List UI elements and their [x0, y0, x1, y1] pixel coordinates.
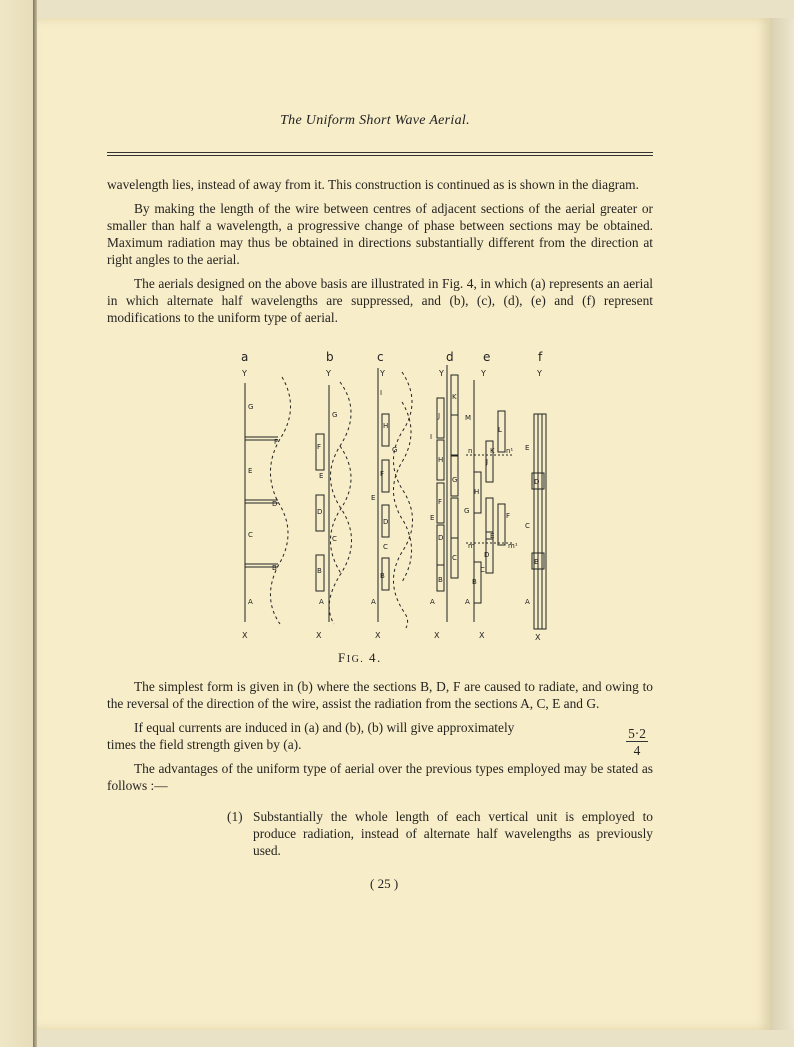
section-label: I — [480, 475, 483, 483]
top-label-a: Y — [242, 369, 247, 378]
section-label: I — [380, 389, 383, 397]
section-label: B — [472, 578, 477, 586]
section-label: A — [248, 598, 253, 606]
section-label: B — [272, 564, 277, 572]
column-label-f: f — [538, 350, 543, 364]
section-label: E — [248, 467, 253, 475]
column-label-a: a — [241, 350, 249, 364]
bottom-label-d: X — [434, 631, 440, 640]
fraction-denominator: 4 — [633, 743, 641, 758]
bottom-label-c: X — [375, 631, 381, 640]
section-label: K — [452, 393, 457, 401]
section-label: n — [468, 447, 473, 455]
section-label: F — [506, 512, 511, 520]
top-label-f: Y — [537, 369, 542, 378]
section-label: F — [438, 498, 443, 506]
paragraph-fig-ref: The aerials designed on the above basis are illustrated in Fig. 4, in which (a) represents an aerial in which alternate half wavelengths are suppressed, and (b), (c), (d), (e) and (f) represent modifications to the uniform type of aerial. — [107, 276, 653, 325]
section-label: m¹ — [508, 542, 518, 550]
section-label: I — [430, 433, 433, 441]
section-label: D — [383, 518, 389, 526]
bottom-label-e: X — [479, 631, 485, 640]
section-label: F — [317, 443, 322, 451]
section-label: D — [272, 500, 278, 508]
section-label: D — [317, 508, 323, 516]
section-label: G — [452, 476, 458, 484]
section-label: J — [438, 412, 441, 420]
top-label-d: Y — [439, 369, 444, 378]
paragraph-currents-cont: times the field strength given by (a). — [107, 737, 302, 752]
bottom-label-a: X — [242, 631, 248, 640]
column-label-c: c — [377, 350, 384, 364]
column-label-e: e — [483, 350, 491, 364]
column-label-b: b — [326, 350, 334, 364]
section-label: G — [248, 403, 254, 411]
section-label: C — [452, 554, 457, 562]
section-label: H — [438, 456, 444, 464]
top-label-b: Y — [326, 369, 331, 378]
running-header: The Uniform Short Wave Aerial. — [280, 113, 470, 128]
figure-caption: FIG. 4. — [338, 650, 382, 665]
section-label: A — [465, 598, 470, 606]
section-label: H — [383, 422, 389, 430]
section-label: E — [319, 472, 324, 480]
section-label: M — [465, 414, 472, 422]
section-label: m — [468, 542, 475, 550]
section-label: C — [480, 566, 485, 574]
page-number: ( 25 ) — [370, 876, 399, 891]
section-label: H — [474, 488, 480, 496]
list-text: Substantially the whole length of each vertical unit is employed to produce radiation, instead of alternate half wavelengths as previously used. — [253, 809, 653, 858]
list-item — [227, 808, 653, 859]
paragraph-simplest-form: The simplest form is given in (b) where the sections B, D, F are caused to radiate, and owing to the reversal of the direction of the wire, assist the radiation from the sections A, C, E and G. — [107, 679, 653, 711]
section-label: D — [484, 551, 490, 559]
section-label: G — [464, 507, 470, 515]
bottom-label-b: X — [316, 631, 322, 640]
section-label: C — [525, 522, 530, 530]
section-label: A — [371, 598, 376, 606]
section-label: B — [438, 576, 443, 584]
bottom-label-f: X — [535, 633, 541, 642]
section-label: G — [332, 411, 338, 419]
paragraph-currents: If equal currents are induced in (a) and (b), (b) will give approximately — [134, 720, 515, 735]
section-label: D — [534, 478, 540, 486]
paragraph-advantages: The advantages of the uniform type of aerial over the previous types employed may be stated as follows :— — [107, 761, 653, 793]
section-label: A — [430, 598, 435, 606]
fraction-numerator: 5·2 — [626, 726, 648, 742]
section-label: B — [534, 558, 539, 566]
fraction — [626, 726, 648, 759]
section-label: F — [274, 438, 279, 446]
section-label: A — [319, 598, 324, 606]
top-label-c: Y — [380, 369, 385, 378]
section-label: K — [490, 447, 495, 455]
body-text-bottom — [107, 678, 653, 794]
section-label: A — [525, 598, 530, 606]
section-label: E — [371, 494, 376, 502]
section-label: C — [248, 531, 253, 539]
section-label: G — [392, 446, 398, 454]
section-label: J — [486, 458, 489, 466]
section-label: E — [490, 532, 495, 540]
section-label: C — [383, 543, 388, 551]
section-label: n¹ — [506, 447, 514, 455]
paragraph-continued: wavelength lies, instead of away from it. This construction is continued as is shown in the diagram. — [107, 177, 639, 192]
section-label: D — [438, 534, 444, 542]
section-label: B — [380, 572, 385, 580]
paragraph-phase: By making the length of the wire between centres of adjacent sections of the aerial greater or smaller than half a wavelength, a progressive change of phase between sections may be obtained. Maximum radiation may thus be obtained in directions substantially different from the direction at right angles to the aerial. — [107, 201, 653, 267]
column-label-d: d — [446, 350, 454, 364]
top-label-e: Y — [481, 369, 486, 378]
section-label: E — [525, 444, 530, 452]
section-label: F — [380, 470, 385, 478]
section-label: E — [430, 514, 435, 522]
section-label: C — [332, 535, 337, 543]
list-marker: (1) — [227, 809, 243, 824]
section-label: B — [317, 567, 322, 575]
section-label: L — [498, 426, 502, 434]
